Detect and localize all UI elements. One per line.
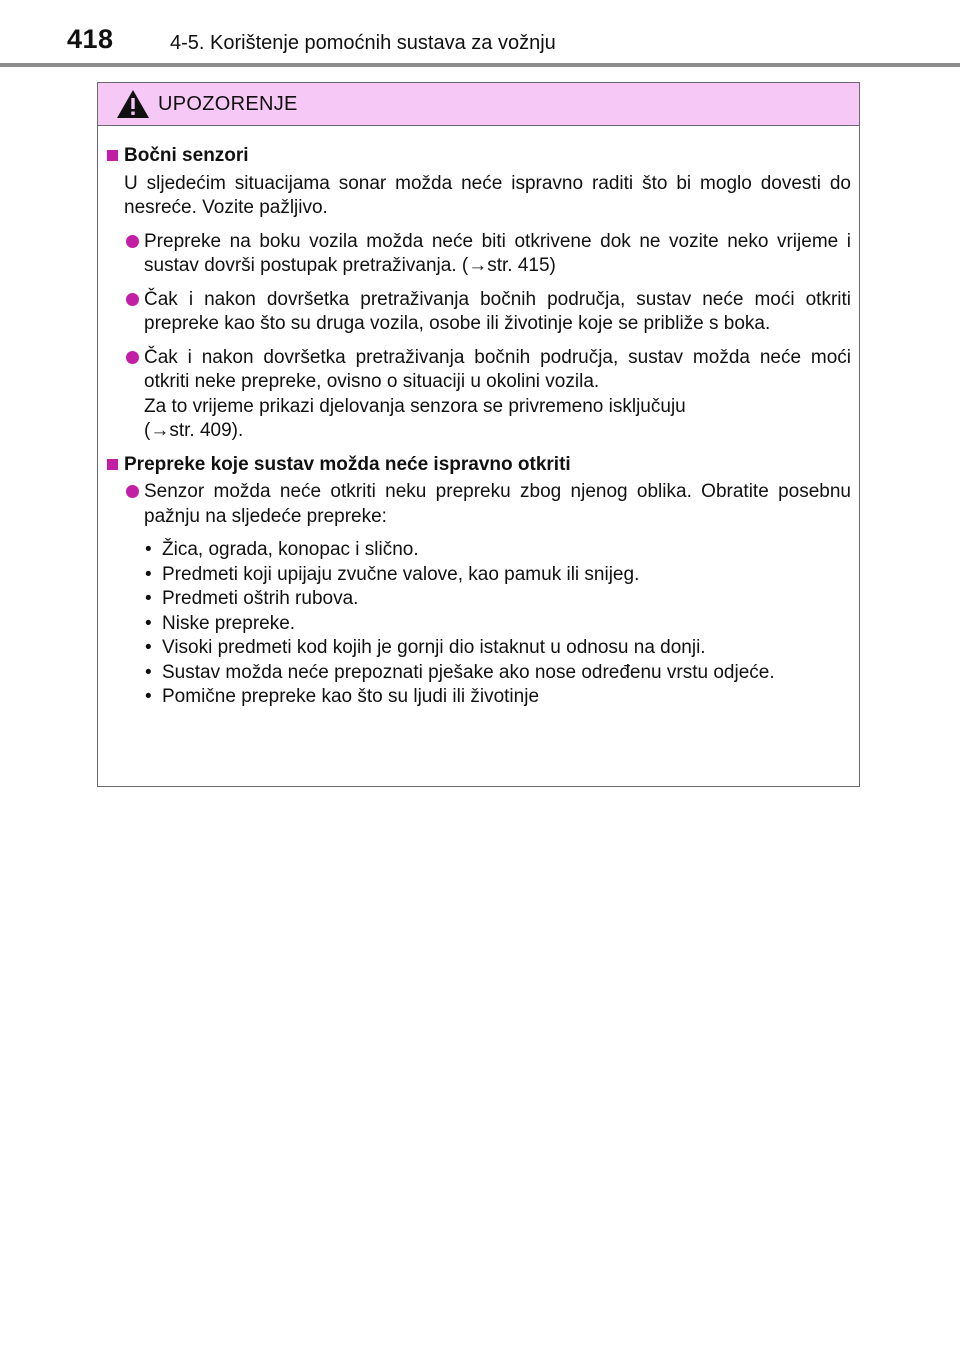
list-item-text: Čak i nakon dovršetka pretraživanja bočnih područja, sustav možda neće moći otkriti neke prepreke, ovisno o situaciji u okolini vozila. (144, 346, 851, 392)
bullet-char: • (145, 539, 152, 560)
section-intro: U sljedećim situacijama sonar možda neće ispravno raditi što bi moglo dovesti do nesreće. Vozite pažljivo. (124, 172, 851, 218)
list-item-text: Čak i nakon dovršetka pretraživanja bočnih područja, sustav neće moći otkriti prepreke kao što su druga vozila, osobe ili životinje koje se približe s boka. (144, 288, 851, 334)
list-item-text: Senzor možda neće otkriti neku prepreku zbog njenog oblika. Obratite posebnu pažnju na sljedeće prepreke: (144, 481, 851, 527)
bullet-char: • (145, 588, 152, 609)
list-item (106, 230, 851, 279)
bullet-char: • (145, 637, 152, 658)
bullet-char: • (145, 612, 152, 634)
circle-bullet-icon (126, 351, 139, 364)
square-bullet-icon (107, 150, 118, 161)
section-heading-side-sensors (106, 144, 851, 169)
warning-header (98, 83, 859, 126)
warning-triangle-icon (116, 89, 150, 119)
bullet-item (106, 636, 851, 661)
page-header (0, 0, 960, 70)
bullet-text: Niske prepreke. (162, 612, 296, 634)
section-title: 4-5. Korištenje pomoćnih sustava za vožnju (170, 32, 556, 54)
list-item-text: Prepreke na boku vozila možda neće biti otkrivene dok ne vozite neko vrijeme i sustav dovrši postupak pretraživanja. (→str. 415) (144, 230, 851, 276)
list-item-text-line2: Za to vrijeme prikazi djelovanja senzora se privremeno isključuju (144, 395, 686, 417)
warning-title: UPOZORENJE (158, 93, 298, 115)
bullet-text: Predmeti koji upijaju zvučne valove, kao pamuk ili snijeg. (162, 563, 640, 585)
section-heading-text: Bočni senzori (124, 145, 249, 166)
list-item-text-line3: (→str. 409). (144, 420, 244, 441)
circle-bullet-icon (126, 485, 139, 498)
bullet-text: Pomične prepreke kao što su ljudi ili životinje (162, 686, 540, 707)
bullet-text: Žica, ograda, konopac i slično. (162, 539, 419, 560)
bullet-item (106, 612, 851, 637)
obstacle-bullet-list (106, 538, 851, 710)
square-bullet-icon (107, 459, 118, 470)
list-item (106, 288, 851, 337)
bullet-item (106, 661, 851, 686)
section-heading-text: Prepreke koje sustav možda neće ispravno otkriti (124, 453, 571, 475)
bullet-text: Visoki predmeti kod kojih je gornji dio istaknut u odnosu na donji. (162, 637, 706, 658)
bullet-item (106, 587, 851, 612)
bullet-char: • (145, 661, 152, 683)
section-heading-obstacles (106, 453, 851, 478)
bullet-item (106, 538, 851, 563)
circle-bullet-icon (126, 293, 139, 306)
bullet-item (106, 563, 851, 588)
bullet-char: • (145, 686, 152, 707)
bullet-item (106, 685, 851, 710)
bullet-char: • (145, 563, 152, 585)
warning-body (98, 126, 859, 710)
bullet-text: Predmeti oštrih rubova. (162, 588, 359, 609)
bullet-text: Sustav možda neće prepoznati pješake ako nose određenu vrstu odjeće. (162, 661, 775, 683)
warning-box (97, 82, 860, 787)
list-item (106, 346, 851, 444)
header-rule (0, 63, 960, 67)
list-item (106, 480, 851, 529)
page-number: 418 (67, 24, 114, 54)
circle-bullet-icon (126, 235, 139, 248)
